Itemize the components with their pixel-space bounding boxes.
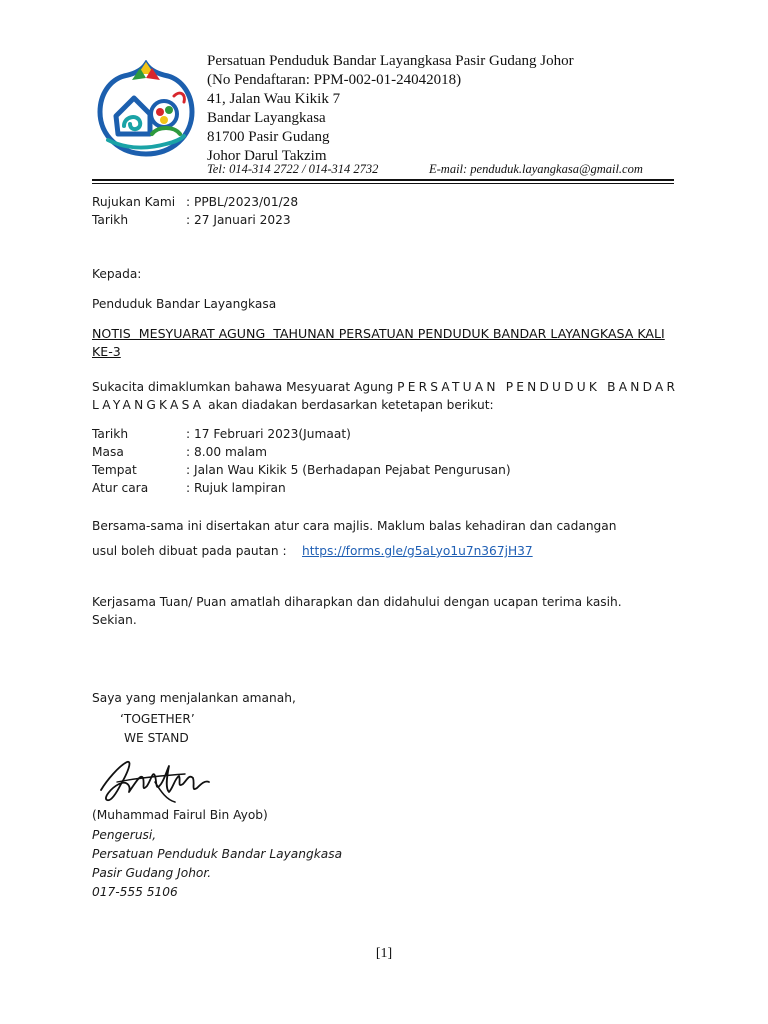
signatory-location: Pasir Gudang Johor. [92,866,212,880]
letterhead-divider-thin [92,183,674,184]
detail-label: Tarikh [92,427,129,441]
detail-value: : Jalan Wau Kikik 5 (Berhadapan Pejabat Pengurusan) [186,463,511,477]
attachment-line-2: usul boleh dibuat pada pautan : [92,544,287,558]
intro-text-end: akan diadakan berdasarkan ketetapan berikut: [204,398,494,412]
motto-line-1: ‘TOGETHER’ [120,712,195,726]
detail-value: : Rujuk lampiran [186,481,286,495]
intro-org-spaced: PERSATUAN PENDUDUK BANDAR [397,380,679,394]
address-line-3: 81700 Pasir Gudang [207,129,330,145]
email: E-mail: penduduk.layangkasa@gmail.com [429,162,643,176]
org-name: Persatuan Penduduk Bandar Layangkasa Pasir Gudang Johor [207,53,574,69]
notice-title-line-2: KE-3 [92,344,121,359]
closing-line-2: Sekian. [92,613,137,627]
association-logo-icon [94,60,198,160]
registration-number: (No Pendaftaran: PPM-002-01-24042018) [207,72,462,88]
letterhead-divider [92,179,674,181]
reference-value: : PPBL/2023/01/28 [186,195,299,209]
reference-label: Rujukan Kami [92,195,176,209]
detail-label: Masa [92,445,124,459]
motto-line-2: WE STAND [124,731,189,745]
detail-label: Atur cara [92,481,149,495]
page-number: [1] [375,946,393,961]
signoff-line: Saya yang menjalankan amanah, [92,691,296,705]
recipient-to-label: Kepada: [92,267,142,281]
intro-text-start: Sukacita dimaklumkan bahawa Mesyuarat Agung [92,380,398,394]
signature-image [97,752,215,808]
notice-title [92,325,682,361]
intro-line-2 [92,396,494,414]
signatory-name: (Muhammad Fairul Bin Ayob) [92,808,268,822]
letterhead [207,52,574,166]
detail-value: : 8.00 malam [186,445,268,459]
detail-value: : 17 Februari 2023(Jumaat) [186,427,351,441]
notice-title-line-1: NOTIS MESYUARAT AGUNG TAHUNAN PERSATUAN PENDUDUK BANDAR LAYANGKASA KALI [92,326,665,341]
signatory-org: Persatuan Penduduk Bandar Layangkasa [92,847,343,861]
closing-line-1: Kerjasama Tuan/ Puan amatlah diharapkan dan didahului dengan ucapan terima kasih. [92,595,622,609]
date-label: Tarikh [92,213,129,227]
recipient-name: Penduduk Bandar Layangkasa [92,297,277,311]
address-line-2: Bandar Layangkasa [207,110,326,126]
date-value: : 27 Januari 2023 [186,213,291,227]
intro-line-1 [92,378,678,396]
attachment-line-1: Bersama-sama ini disertakan atur cara majlis. Maklum balas kehadiran dan cadangan [92,519,617,533]
intro-org-spaced-2: LAYANGKASA [92,398,205,412]
address-line-1: 41, Jalan Wau Kikik 7 [207,91,341,107]
signatory-phone: 017-555 5106 [92,885,178,899]
rsvp-form-link[interactable]: https://forms.gle/g5aLyo1u7n367jH37 [302,544,533,558]
telephone: Tel: 014-314 2722 / 014-314 2732 [207,162,379,176]
address-line-4: Johor Darul Takzim [207,148,327,164]
signatory-position: Pengerusi, [92,828,157,842]
detail-label: Tempat [92,463,137,477]
contact-line [207,161,673,177]
